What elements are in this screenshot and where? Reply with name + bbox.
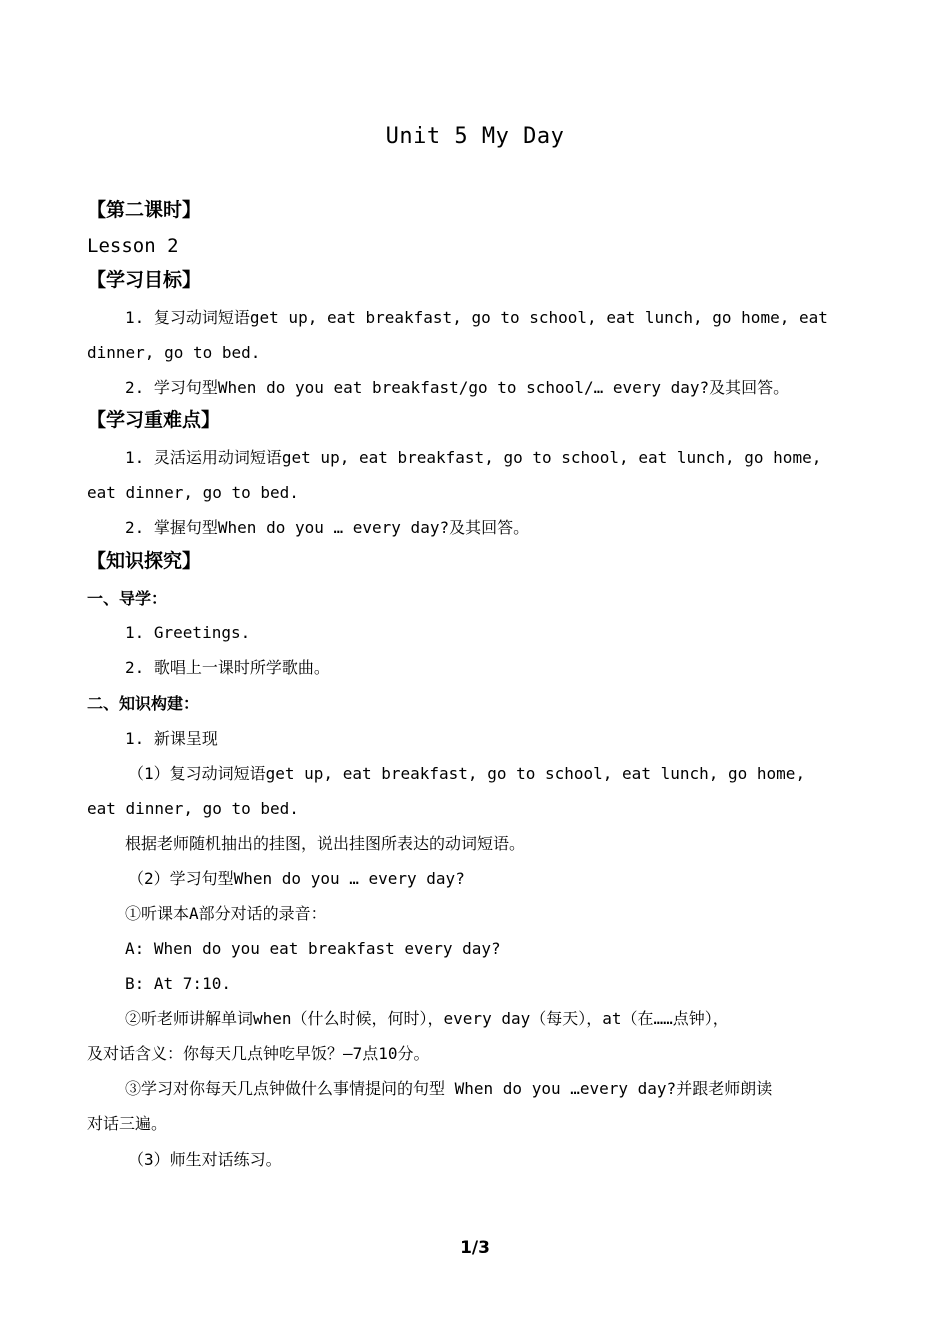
objective-1-line-2: dinner, go to bed.	[87, 343, 261, 362]
page-title: Unit 5 My Day	[385, 124, 565, 149]
section-heading-lesson-period: 【第二课时】	[87, 199, 202, 221]
construction-item-1: 1. 新课呈现	[125, 729, 218, 748]
listen-instruction: ①听课本A部分对话的录音：	[125, 904, 327, 923]
subheading-guide: 一、导学：	[87, 589, 168, 608]
dialogue-line-b: B: At 7:10.	[125, 974, 231, 993]
review-phrases-line-1: （1）复习动词短语get up, eat breakfast, go to school, eat lunch, go home,	[128, 764, 806, 783]
pattern-practice-line-2: 对话三遍。	[87, 1114, 168, 1133]
section-heading-objectives: 【学习目标】	[87, 269, 202, 291]
dialogue-line-a: A: When do you eat breakfast every day?	[125, 939, 501, 958]
objective-2: 2. 学习句型When do you eat breakfast/go to school/… every day?及其回答。	[125, 378, 790, 397]
guide-item-1: 1. Greetings.	[125, 623, 251, 642]
guide-item-2: 2. 歌唱上一课时所学歌曲。	[125, 658, 330, 677]
review-phrases-line-2: eat dinner, go to bed.	[87, 799, 299, 818]
section-heading-exploration: 【知识探究】	[87, 550, 202, 572]
dialogue-practice: （3）师生对话练习。	[128, 1150, 282, 1169]
objective-1-line-1: 1. 复习动词短语get up, eat breakfast, go to school, eat lunch, go home, eat	[125, 308, 828, 327]
section-heading-key-points: 【学习重难点】	[87, 409, 221, 431]
subheading-construction: 二、知识构建：	[87, 694, 200, 713]
key-point-1-line-2: eat dinner, go to bed.	[87, 483, 299, 502]
lesson-label: Lesson 2	[87, 235, 179, 257]
sentence-pattern-heading: （2）学习句型When do you … every day?	[128, 869, 465, 888]
explanation-line-2: 及对话含义：你每天几点钟吃早饭？—7点10分。	[87, 1044, 430, 1063]
review-instruction: 根据老师随机抽出的挂图，说出挂图所表达的动词短语。	[125, 834, 526, 853]
pattern-practice-line-1: ③学习对你每天几点钟做什么事情提问的句型 When do you …every day?并跟老师朗读	[125, 1079, 773, 1098]
key-point-2: 2. 掌握句型When do you … every day?及其回答。	[125, 518, 530, 537]
page-number: 1/3	[460, 1238, 490, 1258]
key-point-1-line-1: 1. 灵活运用动词短语get up, eat breakfast, go to school, eat lunch, go home,	[125, 448, 822, 467]
explanation-line-1: ②听老师讲解单词when（什么时候，何时），every day（每天），at（在……点钟），	[125, 1009, 729, 1028]
